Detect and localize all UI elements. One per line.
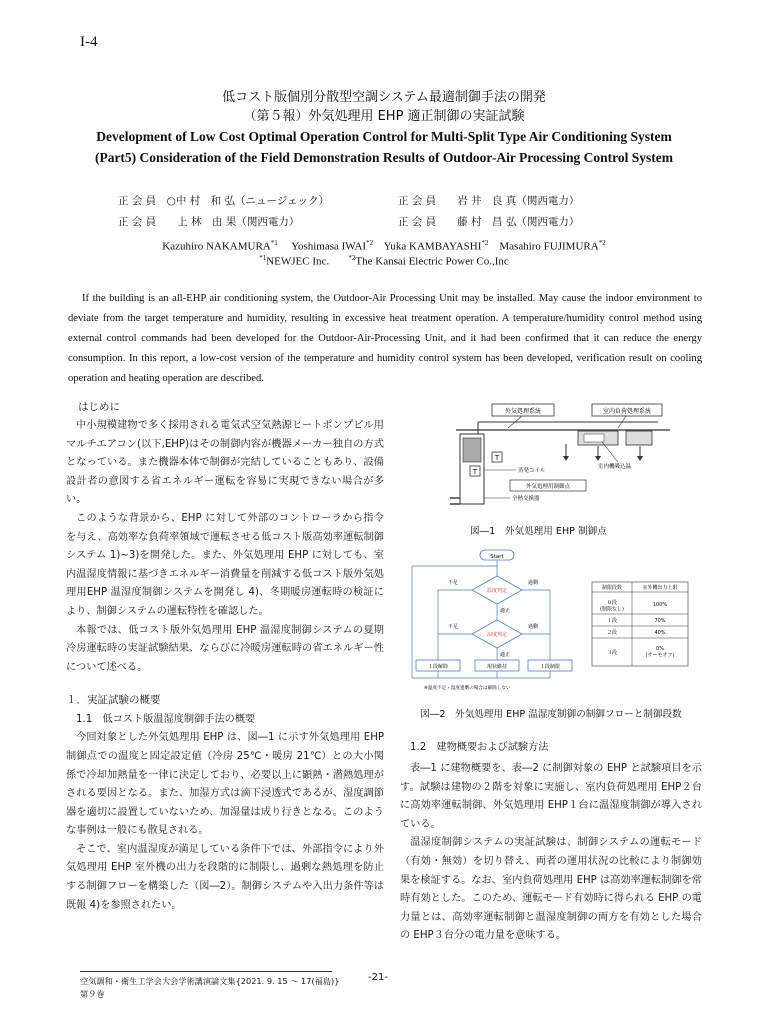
author-en-3: Yuka KAMBAYASHI <box>383 240 482 253</box>
step-table-step-2: ２段 <box>606 630 618 636</box>
title-block <box>40 88 728 168</box>
right-column <box>400 738 702 946</box>
author-en-1-mark: *1 <box>270 239 278 247</box>
author-en-3-mark: *2 <box>481 239 489 247</box>
flow-decision-temperature-label: 温度判定 <box>486 588 508 594</box>
section-1-2-paragraph-2: 温湿度制御システムの実証試験は、制御システムの運転モード（有効・無効）を切り替え、両者の運用状況の比較により制御効果を検証する。なお、室内負荷処理用 EHP は高効率運転制御を常時有効とした。このため、運転モード有効時に得られる EHP の電力量とは、高効率運転制御と温湿度制御の両方を有効とした場合の EHP３台分の電力量を意味する。 <box>400 837 702 942</box>
oa-sensor-letter: T <box>472 468 478 476</box>
flow-proper-label-1: 適正 <box>500 608 511 614</box>
abstract: If the building is an all-EHP air conditioning system, the Outdoor-Air Processing Unit may be installed. May cause the indoor environment to deviate from the target temperature and humidity, resulting in excessive heat treatment operation. A temperature/humidity control method using external control commands had been developed for the Outdoor-Air-Processing Unit, and it had been confirmed that it can reduce the energy consumption. In this report, a low-cost version of the temperature and humidity control system has been developed, verification result on cooling operation and heating operation are described. <box>68 293 702 384</box>
section-1-heading: １．実証試験の概要 <box>66 694 161 707</box>
step-table-output-1: 70% <box>654 618 666 624</box>
flow-box-limit-label: １段制限 <box>539 664 561 670</box>
control-point-label: 外気処理用制御点 <box>525 484 571 490</box>
step-table-header-output: 室外機出力上限 <box>642 585 678 591</box>
flow-proper-label-2: 適正 <box>500 652 511 658</box>
footer <box>80 975 339 1001</box>
section-1-1-paragraph-1: 今回対象とした外気処理用 EHP は、図―1 に示す外気処理用 EHP 制御点での温度と固定設定値（冷房 25℃・暖房 21℃）との大小関係で冷却加熱量を一律に決定しており、必要以上に顕熱・潜熱処理がされる要因となる。また、加湿方式は滴下浸透式であるが、湿度調節器を適切に設置していないため、加湿量は成り行きとなる。このような事例は一般にも散見される。 <box>66 732 384 837</box>
flow-shortage-label-1: 不足 <box>448 580 459 586</box>
title-ja-line1: 低コスト版個別分散型空調システム最適制御手法の開発 <box>222 90 546 105</box>
affil-kansai: The Kansai Electric Power Co.,Inc <box>355 255 509 268</box>
page-id: I-4 <box>80 34 98 50</box>
title-ja-line2: （第５報）外気処理用 EHP 適正制御の実証試験 <box>243 109 525 124</box>
footer-volume: 第９巻 <box>80 989 105 999</box>
section-1-1-heading: 1.1 低コスト版温湿度制御手法の概要 <box>76 714 256 726</box>
intro-paragraph-2: このような背景から、EHP に対して外部のコントローラから指令を与え、高効率な負荷率領域で運転させる低コスト版高効率運転制御システム 1)~3)を開発した。また、外気処理用 EHP に対しても、室内温湿度情報に基づきエネルギー消費量を削減する低コスト版外気処理用EHP 温湿度制御システムを開発し 4)、冬期暖房運転時の検証により、制御システムの運転特性を確認した。 <box>66 512 384 617</box>
affil-mark-1: *1 <box>259 254 267 262</box>
flow-decision-humidity-label: 湿度判定 <box>486 632 508 638</box>
step-table-output-2: 40% <box>654 630 666 636</box>
oa-unit-filter <box>463 438 481 462</box>
step-table-step-0: ０段(制限なし) <box>600 600 624 613</box>
footer-source: 空気調和・衛生工学会大会学術講演論文集{2021. 9. 15 ～ 17(福島)} <box>80 976 340 986</box>
indoor-sensor-label: 室内機吸込温 <box>598 464 632 470</box>
flow-loop-back <box>438 671 550 678</box>
figure-2-diagram <box>404 546 694 694</box>
authors-ja <box>118 190 678 232</box>
section-1-2-paragraph-1: 表―1 に建物概要を、表―2 に制御対象の EHP と試験項目を示す。試験は建物の２階を対象に実施し、室内負荷処理用 EHP２台に高効率運転制御、外気処理用 EHP１台に温湿度制御が導入されている。 <box>400 763 702 830</box>
author-en-1: Kazuhiro NAKAMURA <box>162 240 271 253</box>
flow-shortage-label-2: 不足 <box>448 624 459 630</box>
figure-2-caption: 図―2 外気処理用 EHP 温湿度制御の制御フローと制御段数 <box>420 709 682 720</box>
step-table-step-1: １段 <box>606 618 618 624</box>
affiliations <box>40 254 728 268</box>
flow-start-label: Start <box>490 554 504 560</box>
footer-rule <box>80 971 332 972</box>
author-en-4-mark: *2 <box>598 239 606 247</box>
figure-1-caption: 図―1 外気処理用 EHP 制御点 <box>470 526 607 537</box>
flow-excess-label-2: 過剰 <box>528 624 539 630</box>
flow-footnote: ※温度不足・湿度過剰の場合は解除しない <box>424 686 511 691</box>
heat-exchanger-label: 全熱交換器 <box>512 496 540 502</box>
step-table-output-0: 100% <box>652 602 668 608</box>
author-en-2: Yoshimasa IWAI <box>291 240 367 253</box>
title-en-line1: Development of Low Cost Optimal Operation Control for Multi-Split Type Air Conditioning System <box>96 129 672 144</box>
author-fujimura: 正 会 員 藤 村 昌 弘（関西電力） <box>398 216 580 228</box>
airflow-arrow-2-head <box>595 456 601 461</box>
section-1-2-heading: 1.2 建物概要および試験方法 <box>410 742 549 753</box>
step-table-step-3: ３段 <box>606 650 618 656</box>
intro-paragraph-3: 本報では、低コスト版外気処理用 EHP 温湿度制御システムの夏期冷房運転時の実証試験結果、ならびに冷暖房運転時の省エネルギー性について述べる。 <box>66 624 384 673</box>
affil-mark-2: *2 <box>348 254 356 262</box>
figure-1-diagram <box>448 400 672 514</box>
step-table-output-3: 0% (サーモオフ) <box>645 646 675 659</box>
airflow-arrow-3-head <box>637 456 643 461</box>
affil-newjec: NEWJEC Inc. <box>266 255 330 268</box>
flow-box-keep-label: 現状維持 <box>486 664 508 670</box>
outdoor-system-label: 外気処理系統 <box>504 408 542 415</box>
title-en-line2: (Part5) Consideration of the Field Demonstration Results of Outdoor-Air Processing Control System <box>94 150 674 165</box>
section-1-1-paragraph-2: そこで、室内温湿度が満足している条件下では、外部指令により外気処理用 EHP 室外機の出力を段階的に制限し、過剰な熱処理を防止する制御フローを構築した（図―2）。制御システムや入出力条件等は既報 4)を参照されたい。 <box>66 843 384 911</box>
left-column <box>66 398 384 915</box>
intro-heading: はじめに <box>78 401 120 413</box>
control-point-sensor-letter: T <box>494 454 500 462</box>
page-number: -21- <box>368 972 388 983</box>
flow-box-release-label: １段解除 <box>427 664 449 670</box>
author-en-2-mark: *2 <box>366 239 374 247</box>
airflow-arrow-1-head <box>563 456 569 461</box>
author-kambayashi: 正 会 員 上 林 由 果（関西電力） <box>118 216 300 228</box>
author-en-4: Masahiro FUJIMURA <box>499 240 599 253</box>
intro-paragraph-1: 中小規模建物で多く採用される電気式空気熱源ヒートポンプビル用マルチエアコン(以下,EHP)はその制御内容が機器メーカー独自の方式となっている。また機器本体で制御が完結していることもあり、設備設計者の意図する省エネルギー運転を容易に実現できない場合が多い。 <box>66 420 384 506</box>
flow-excess-label-1: 過剰 <box>528 580 539 586</box>
coil-label: 蒸発コイル <box>518 468 546 474</box>
step-table-header-steps: 制限段数 <box>601 585 623 591</box>
indoor-unit-1-inner <box>584 434 604 442</box>
author-iwai: 正 会 員 岩 井 良 真（関西電力） <box>398 195 580 207</box>
indoor-system-label: 室内負荷処理系統 <box>602 408 652 415</box>
indoor-unit-2 <box>626 431 652 445</box>
author-nakamura: 正 会 員 ○中 村 和 弘（ニュージェック） <box>118 195 330 207</box>
control-step-table <box>592 582 688 666</box>
